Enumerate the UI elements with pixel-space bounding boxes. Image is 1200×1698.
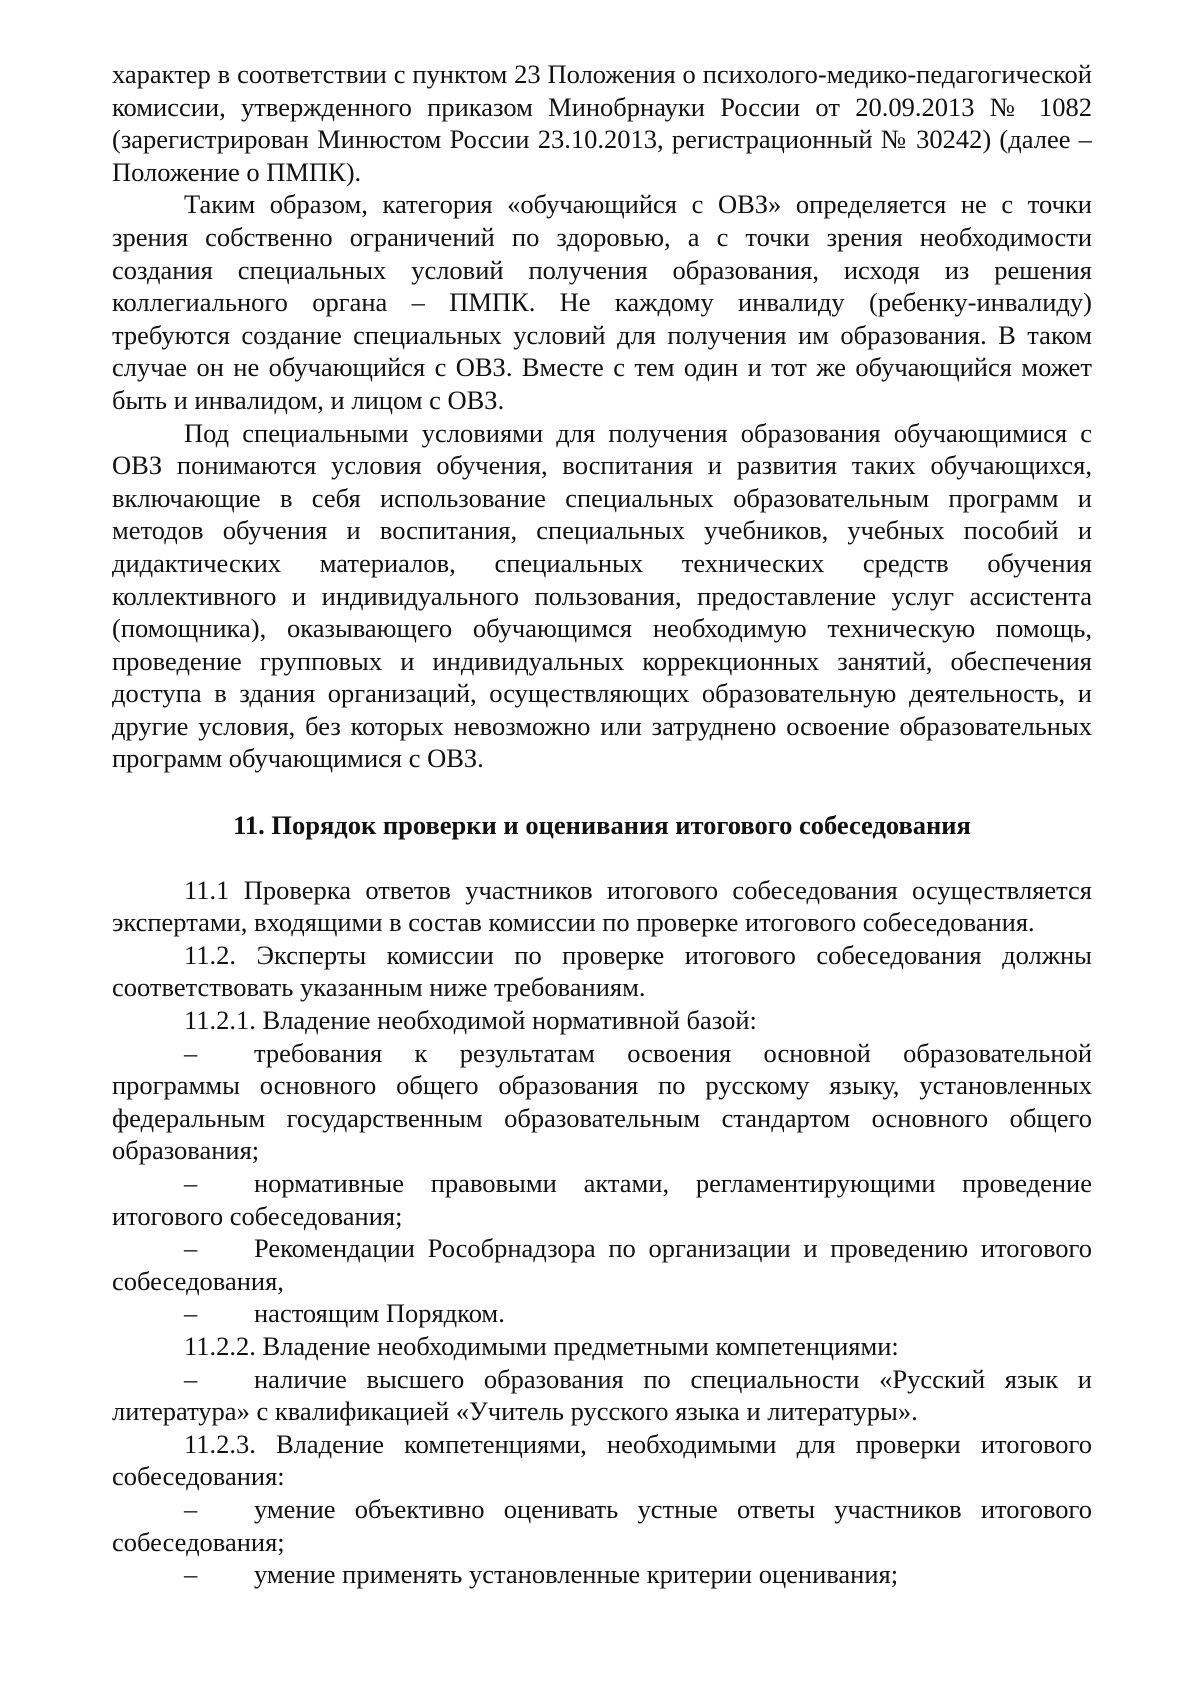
list-item-text: умение применять установленные критерии оценивания; [254,1559,899,1590]
dash-marker: – [184,1233,198,1264]
list-item [112,1232,1092,1297]
paragraph-ovz-category: Таким образом, категория «обучающийся с ОВЗ» определяется не с точки зрения собственно ограничений по здоровью, а с точки зрения необходимости создания специальных условий получения образования, исходя из решения коллегиального органа – ПМПК. Не каждому инвалиду (ребенку-инвалиду) требуются создание специальных условий для получения им образования. В таком случае он не обучающийся с ОВЗ. Вместе с тем один и тот же обучающийся может быть и инвалидом, и лицом с ОВЗ. [112,189,1092,415]
list-item-text: умение объективно оценивать устные ответы участников итогового собеседования; [112,1493,1092,1557]
clause-11-2-3: 11.2.3. Владение компетенциями, необходимыми для проверки итогового собеседования: [112,1428,1092,1492]
dash-marker: – [184,1493,198,1524]
paragraph-pmpk-reference: характер в соответствии с пунктом 23 Положения о психолого-медико-педагогической комиссии, утвержденного приказом Минобрнауки России от 20.09.2013 № 1082 (зарегистрирован Минюстом России 23.10.2013, регистрационный № 30242) (далее – Положение о ПМПК). [112,59,1092,187]
list-item [112,1363,1092,1428]
list-item-text: нормативные правовыми актами, регламентирующими проведение итогового собеседования; [112,1168,1092,1231]
clause-11-2: 11.2. Эксперты комиссии по проверке итогового собеседования должны соответствовать указанным ниже требованиям. [112,939,1092,1003]
section-heading: 11. Порядок проверки и оценивания итогового собеседования [233,810,971,841]
list-item-text: наличие высшего образования по специальности «Русский язык и литература» с квалификацией «Учитель русского языка и литературы». [112,1363,1092,1427]
clause-11-2-1: 11.2.1. Владение необходимой нормативной базой: [184,1005,757,1036]
list-item-text: Рекомендации Рособрнадзора по организации и проведению итогового собеседования, [112,1233,1092,1296]
dash-marker: – [184,1559,198,1590]
clause-11-2-2: 11.2.2. Владение необходимыми предметными компетенциями: [184,1330,899,1361]
clause-11-1: 11.1 Проверка ответов участников итогового собеседования осуществляется экспертами, входящими в состав комиссии по проверке итогового собеседования. [112,874,1092,938]
list-item [112,1493,1092,1558]
list-item [112,1297,1092,1330]
dash-marker: – [184,1037,198,1068]
list-item [112,1558,1092,1591]
dash-marker: – [184,1168,198,1198]
list-item [112,1167,1092,1232]
paragraph-special-conditions: Под специальными условиями для получения образования обучающимися с ОВЗ понимаются условия обучения, воспитания и развития таких обучающихся, включающие в себя использование специальных образовательным программ и методов обучения и воспитания, специальных учебников, учебных пособий и дидактических материалов, специальных технических средств обучения коллективного и индивидуального пользования, предоставление услуг ассистента (помощника), оказывающего обучающимся необходимую техническую помощь, проведение групповых и индивидуальных коррекционных занятий, обеспечения доступа в здания организаций, осуществляющих образовательную деятельность, и другие условия, без которых невозможно или затруднено освоение образовательных программ обучающимися с ОВЗ. [112,417,1092,774]
dash-marker: – [184,1298,198,1329]
list-item-text: настоящим Порядком. [254,1298,505,1329]
dash-marker: – [184,1363,198,1394]
list-item-text: требования к результатам освоения основной образовательной программы основного общего образования по русскому языку, установленных федеральным государственным образовательным стандартом основного общего образования; [112,1037,1092,1166]
list-item [112,1037,1092,1167]
